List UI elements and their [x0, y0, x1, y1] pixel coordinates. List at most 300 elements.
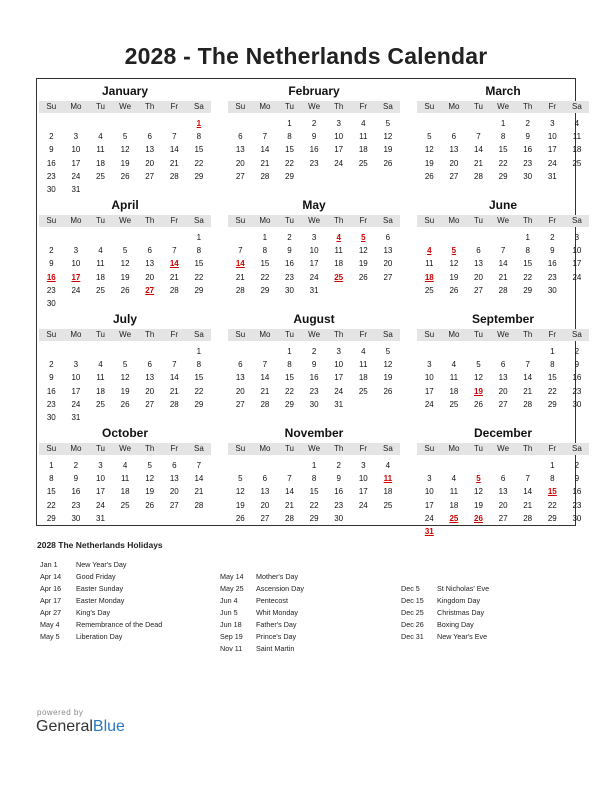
day-cell: 8 — [49, 474, 54, 484]
weekday-header — [417, 443, 589, 455]
weekday-label: Su — [424, 102, 435, 111]
day-cell: 2 — [525, 119, 530, 128]
day-cell: 6 — [500, 474, 506, 484]
weekday-label: Fr — [170, 330, 179, 339]
day-cell: 29 — [194, 171, 204, 181]
day-cell: 2 — [550, 233, 555, 242]
day-cell: 16 — [309, 373, 319, 383]
weekday-label: Sa — [571, 330, 582, 339]
day-cell: 26 — [383, 158, 393, 168]
day-cell: 24 — [71, 285, 81, 295]
day-cell: 17 — [334, 145, 344, 155]
day-cell: 25 — [96, 399, 105, 409]
holiday-name: Christmas Day — [437, 608, 485, 617]
day-cell: 30 — [309, 399, 319, 409]
weekday-label: Mo — [448, 102, 460, 111]
day-cell: 20 — [235, 386, 245, 396]
day-cell: 9 — [311, 132, 317, 142]
weekday-label: We — [497, 330, 510, 339]
holiday-day: 19 — [474, 386, 483, 396]
day-cell: 19 — [383, 373, 393, 383]
day-cell: 21 — [523, 386, 533, 396]
month-name: May — [302, 198, 326, 212]
day-cell: 17 — [572, 259, 582, 269]
holiday-day: 26 — [474, 513, 483, 523]
day-cell: 16 — [334, 487, 344, 497]
weekday-label: We — [119, 444, 132, 453]
day-cell: 21 — [285, 500, 294, 510]
weekday-label: Sa — [193, 216, 204, 225]
weekday-label: Sa — [571, 216, 582, 225]
day-cell: 3 — [361, 461, 366, 470]
holiday-date: Jun 18 — [220, 620, 242, 629]
weekday-label: Mo — [259, 444, 271, 453]
weekday-header — [228, 101, 400, 113]
day-cell: 26 — [120, 399, 130, 409]
holiday-day: 5 — [476, 474, 481, 484]
weekday-label: Sa — [571, 444, 582, 453]
day-cell: 6 — [238, 360, 243, 370]
day-cell: 1 — [500, 119, 506, 128]
day-cell: 5 — [122, 132, 128, 142]
day-cell: 20 — [498, 500, 508, 510]
weekday-label: Su — [46, 330, 57, 339]
day-cell: 23 — [46, 399, 56, 409]
holiday-date: Dec 31 — [401, 632, 424, 641]
day-cell: 7 — [262, 360, 268, 370]
weekday-label: Su — [46, 444, 57, 453]
weekday-label: Th — [523, 330, 533, 339]
holiday-name: Boxing Day — [437, 620, 474, 629]
weekday-label: Su — [424, 216, 435, 225]
day-cell: 18 — [334, 259, 344, 269]
day-cell: 8 — [550, 474, 555, 484]
day-cell: 29 — [285, 171, 294, 181]
day-cell: 22 — [309, 500, 319, 510]
holiday-day: 18 — [424, 272, 434, 282]
day-cell: 11 — [359, 132, 368, 142]
day-cell: 22 — [523, 272, 533, 282]
day-cell: 5 — [476, 360, 481, 370]
day-cell: 1 — [287, 347, 292, 356]
day-cell: 4 — [451, 360, 457, 370]
day-cell: 22 — [194, 272, 204, 282]
holiday-date: May 5 — [40, 632, 60, 641]
day-cell: 2 — [574, 461, 580, 470]
day-cell: 5 — [385, 347, 391, 356]
day-cell: 28 — [523, 513, 533, 523]
day-cell: 19 — [120, 158, 130, 168]
day-cell: 9 — [311, 360, 317, 370]
holiday-name: Saint Martin — [256, 644, 295, 653]
day-cell: 23 — [71, 500, 81, 510]
day-cell: 10 — [572, 246, 582, 256]
day-cell: 22 — [498, 158, 508, 168]
weekday-label: Fr — [548, 330, 557, 339]
day-cell: 6 — [385, 233, 391, 242]
day-cell: 8 — [287, 360, 292, 370]
day-cell: 30 — [334, 513, 344, 523]
day-cell: 18 — [96, 386, 105, 396]
day-cell: 15 — [194, 373, 204, 383]
day-cell: 4 — [98, 360, 103, 370]
day-cell: 2 — [49, 132, 54, 142]
day-cell: 20 — [169, 487, 179, 497]
day-cell: 1 — [262, 233, 268, 242]
day-cell: 27 — [449, 171, 459, 181]
day-cell: 5 — [122, 246, 128, 256]
day-cell: 6 — [238, 132, 243, 142]
weekday-label: We — [308, 216, 321, 225]
day-cell: 23 — [572, 500, 582, 510]
weekday-label: Fr — [170, 216, 179, 225]
day-cell: 6 — [147, 360, 152, 370]
day-cell: 30 — [547, 285, 557, 295]
day-cell: 12 — [449, 259, 459, 269]
day-cell: 8 — [550, 360, 555, 370]
day-cell: 13 — [498, 487, 508, 497]
day-cell: 3 — [98, 461, 103, 470]
day-cell: 31 — [547, 171, 557, 181]
weekday-label: Th — [523, 444, 533, 453]
holiday-date: Jun 5 — [220, 608, 238, 617]
day-cell: 25 — [449, 399, 459, 409]
day-cell: 17 — [71, 158, 81, 168]
day-cell: 18 — [96, 272, 105, 282]
day-cell: 9 — [574, 474, 580, 484]
holiday-date: Apr 14 — [40, 572, 62, 581]
day-cell: 12 — [383, 132, 393, 142]
day-cell: 21 — [169, 386, 179, 396]
day-cell: 1 — [311, 461, 317, 470]
day-cell: 8 — [196, 360, 202, 370]
holiday-day: 17 — [71, 272, 81, 282]
day-cell: 8 — [196, 246, 202, 256]
day-cell: 2 — [574, 347, 580, 356]
day-cell: 24 — [547, 158, 557, 168]
day-cell: 15 — [46, 487, 56, 497]
day-cell: 10 — [358, 474, 368, 484]
day-cell: 11 — [96, 145, 105, 155]
day-cell: 17 — [358, 487, 368, 497]
day-cell: 21 — [169, 158, 179, 168]
day-cell: 13 — [145, 145, 155, 155]
day-cell: 14 — [194, 474, 204, 484]
day-cell: 7 — [172, 360, 177, 370]
day-cell: 25 — [383, 500, 393, 510]
day-cell: 23 — [547, 272, 557, 282]
holiday-day: 27 — [145, 285, 155, 295]
day-cell: 21 — [169, 272, 179, 282]
day-cell: 6 — [451, 132, 457, 142]
day-cell: 11 — [425, 259, 434, 269]
day-cell: 1 — [287, 119, 292, 128]
day-cell: 21 — [498, 272, 508, 282]
day-cell: 16 — [547, 259, 557, 269]
weekday-label: Sa — [382, 102, 393, 111]
day-cell: 23 — [334, 500, 344, 510]
weekday-label: Mo — [259, 102, 271, 111]
day-cell: 1 — [196, 233, 202, 242]
weekday-label: We — [308, 102, 321, 111]
day-cell: 27 — [235, 399, 245, 409]
day-cell: 19 — [235, 500, 245, 510]
day-cell: 6 — [172, 461, 177, 470]
day-cell: 5 — [427, 132, 432, 142]
holiday-date: Nov 11 — [220, 644, 243, 653]
day-cell: 29 — [260, 285, 270, 295]
generalblue-logo[interactable] — [36, 718, 125, 736]
day-cell: 18 — [449, 386, 459, 396]
day-cell: 3 — [427, 360, 432, 370]
day-cell: 2 — [49, 246, 54, 256]
day-cell: 27 — [474, 285, 483, 295]
weekday-label: Th — [145, 444, 155, 453]
day-cell: 9 — [49, 259, 54, 269]
day-cell: 1 — [550, 461, 555, 470]
day-cell: 29 — [547, 513, 557, 523]
weekday-label: Tu — [95, 216, 105, 225]
weekday-label: Su — [235, 330, 246, 339]
day-cell: 31 — [71, 185, 81, 194]
day-cell: 30 — [572, 399, 582, 409]
day-cell: 7 — [525, 360, 530, 370]
day-cell: 30 — [285, 285, 294, 295]
day-cell: 3 — [73, 360, 79, 370]
day-cell: 21 — [260, 158, 270, 168]
holiday-name: Whit Monday — [256, 608, 298, 617]
brand-general: General — [36, 718, 93, 735]
day-cell: 24 — [572, 272, 582, 282]
day-cell: 27 — [145, 399, 155, 409]
day-cell: 30 — [46, 413, 56, 422]
day-cell: 9 — [73, 474, 79, 484]
weekday-label: Tu — [473, 216, 483, 225]
day-cell: 5 — [238, 474, 243, 484]
day-cell: 10 — [424, 487, 434, 497]
day-cell: 2 — [311, 347, 317, 356]
day-cell: 15 — [547, 373, 557, 383]
weekday-header — [417, 101, 589, 113]
holiday-name: Father's Day — [256, 620, 297, 629]
day-cell: 2 — [311, 119, 317, 128]
weekday-label: We — [497, 216, 510, 225]
day-cell: 29 — [194, 285, 204, 295]
holiday-date: Dec 26 — [401, 620, 424, 629]
holiday-date: Dec 25 — [401, 608, 424, 617]
day-cell: 14 — [260, 145, 270, 155]
weekday-header — [228, 215, 400, 227]
weekday-header — [417, 215, 589, 227]
weekday-label: Mo — [448, 216, 460, 225]
day-cell: 7 — [196, 461, 202, 470]
holiday-name: Prince's Day — [256, 632, 297, 641]
weekday-label: We — [119, 330, 132, 339]
holiday-day: 5 — [361, 233, 366, 242]
weekday-label: Tu — [284, 444, 294, 453]
day-cell: 7 — [287, 474, 292, 484]
holiday-date: Dec 15 — [401, 596, 424, 605]
day-cell: 28 — [523, 399, 533, 409]
day-cell: 3 — [427, 474, 432, 484]
weekday-label: Th — [334, 444, 344, 453]
day-cell: 13 — [235, 373, 245, 383]
day-cell: 11 — [449, 487, 459, 497]
day-cell: 13 — [474, 259, 483, 269]
day-cell: 20 — [383, 259, 393, 269]
day-cell: 15 — [498, 145, 508, 155]
day-cell: 2 — [73, 461, 79, 470]
weekday-label: We — [119, 216, 132, 225]
day-cell: 9 — [336, 474, 341, 484]
month-name: November — [284, 426, 344, 440]
holiday-date: Dec 5 — [401, 584, 420, 593]
weekday-label: Mo — [448, 330, 460, 339]
day-cell: 31 — [96, 513, 105, 523]
weekday-label: Su — [235, 102, 246, 111]
day-cell: 16 — [46, 386, 56, 396]
day-cell: 10 — [334, 132, 344, 142]
day-cell: 10 — [71, 145, 81, 155]
weekday-label: Su — [424, 444, 435, 453]
day-cell: 25 — [120, 500, 130, 510]
day-cell: 26 — [383, 386, 393, 396]
day-cell: 9 — [525, 132, 530, 142]
day-cell: 4 — [98, 132, 103, 142]
month-name: July — [112, 312, 137, 326]
day-cell: 28 — [169, 171, 179, 181]
day-cell: 20 — [145, 158, 155, 168]
holiday-day: 14 — [169, 259, 179, 269]
day-cell: 14 — [498, 259, 508, 269]
month-name: June — [488, 198, 517, 212]
day-cell: 14 — [169, 373, 179, 383]
day-cell: 23 — [285, 272, 294, 282]
day-cell: 17 — [424, 386, 434, 396]
holiday-name: Remembrance of the Dead — [76, 620, 163, 629]
weekday-label: We — [497, 444, 510, 453]
day-cell: 20 — [145, 272, 155, 282]
weekday-label: Su — [46, 102, 57, 111]
day-cell: 25 — [358, 158, 368, 168]
day-cell: 10 — [71, 373, 81, 383]
day-cell: 24 — [309, 272, 319, 282]
day-cell: 12 — [120, 373, 130, 383]
day-cell: 18 — [120, 487, 130, 497]
holiday-name: Easter Sunday — [76, 584, 124, 593]
day-cell: 28 — [194, 500, 204, 510]
day-cell: 8 — [287, 132, 292, 142]
weekday-label: Tu — [95, 102, 105, 111]
day-cell: 20 — [260, 500, 270, 510]
day-cell: 9 — [574, 360, 580, 370]
day-cell: 7 — [525, 474, 530, 484]
day-cell: 15 — [194, 259, 204, 269]
holiday-date: May 25 — [220, 584, 244, 593]
day-cell: 6 — [500, 360, 506, 370]
day-cell: 30 — [71, 513, 81, 523]
weekday-label: Th — [334, 330, 344, 339]
day-cell: 31 — [334, 399, 344, 409]
holiday-name: King's Day — [76, 608, 111, 617]
day-cell: 23 — [309, 158, 319, 168]
weekday-label: Sa — [193, 102, 204, 111]
day-cell: 3 — [336, 119, 341, 128]
day-cell: 10 — [547, 132, 557, 142]
day-cell: 23 — [523, 158, 533, 168]
day-cell: 1 — [196, 347, 202, 356]
day-cell: 27 — [169, 500, 179, 510]
weekday-label: Tu — [473, 330, 483, 339]
day-cell: 21 — [235, 272, 245, 282]
weekday-label: Th — [145, 216, 155, 225]
day-cell: 22 — [547, 500, 557, 510]
day-cell: 15 — [523, 259, 533, 269]
day-cell: 8 — [262, 246, 268, 256]
day-cell: 27 — [260, 513, 270, 523]
day-cell: 18 — [96, 158, 105, 168]
day-cell: 25 — [572, 158, 582, 168]
weekday-header — [228, 443, 400, 455]
day-cell: 12 — [474, 373, 483, 383]
day-cell: 9 — [49, 145, 54, 155]
day-cell: 10 — [309, 246, 319, 256]
day-cell: 25 — [358, 386, 368, 396]
weekday-label: Su — [424, 330, 435, 339]
day-cell: 13 — [383, 246, 393, 256]
day-cell: 11 — [334, 246, 343, 256]
day-cell: 21 — [474, 158, 483, 168]
day-cell: 12 — [120, 145, 130, 155]
day-cell: 5 — [147, 461, 152, 470]
day-cell: 19 — [120, 386, 130, 396]
weekday-label: Sa — [382, 444, 393, 453]
day-cell: 20 — [474, 272, 483, 282]
day-cell: 17 — [309, 259, 319, 269]
day-cell: 24 — [358, 500, 368, 510]
day-cell: 10 — [424, 373, 434, 383]
day-cell: 26 — [145, 500, 155, 510]
day-cell: 26 — [424, 171, 434, 181]
day-cell: 3 — [550, 119, 555, 128]
day-cell: 13 — [260, 487, 270, 497]
holiday-name: Pentecost — [256, 596, 288, 605]
day-cell: 19 — [358, 259, 368, 269]
day-cell: 3 — [73, 132, 79, 142]
weekday-label: Sa — [193, 330, 204, 339]
holiday-date: Jun 4 — [220, 596, 238, 605]
day-cell: 31 — [71, 413, 81, 422]
day-cell: 25 — [96, 171, 105, 181]
holiday-day: 4 — [336, 233, 341, 242]
day-cell: 7 — [476, 132, 481, 142]
weekday-header — [228, 329, 400, 341]
weekday-label: Fr — [170, 102, 179, 111]
weekday-label: Fr — [359, 330, 368, 339]
month-name: October — [101, 426, 148, 440]
day-cell: 24 — [334, 158, 344, 168]
holiday-day: 31 — [424, 527, 434, 536]
day-cell: 8 — [525, 246, 530, 256]
weekday-label: Mo — [70, 330, 82, 339]
day-cell: 11 — [572, 132, 582, 142]
month-name: August — [293, 312, 335, 326]
day-cell: 1 — [525, 233, 530, 242]
day-cell: 7 — [238, 246, 243, 256]
day-cell: 15 — [285, 145, 294, 155]
day-cell: 16 — [523, 145, 533, 155]
day-cell: 11 — [96, 373, 105, 383]
